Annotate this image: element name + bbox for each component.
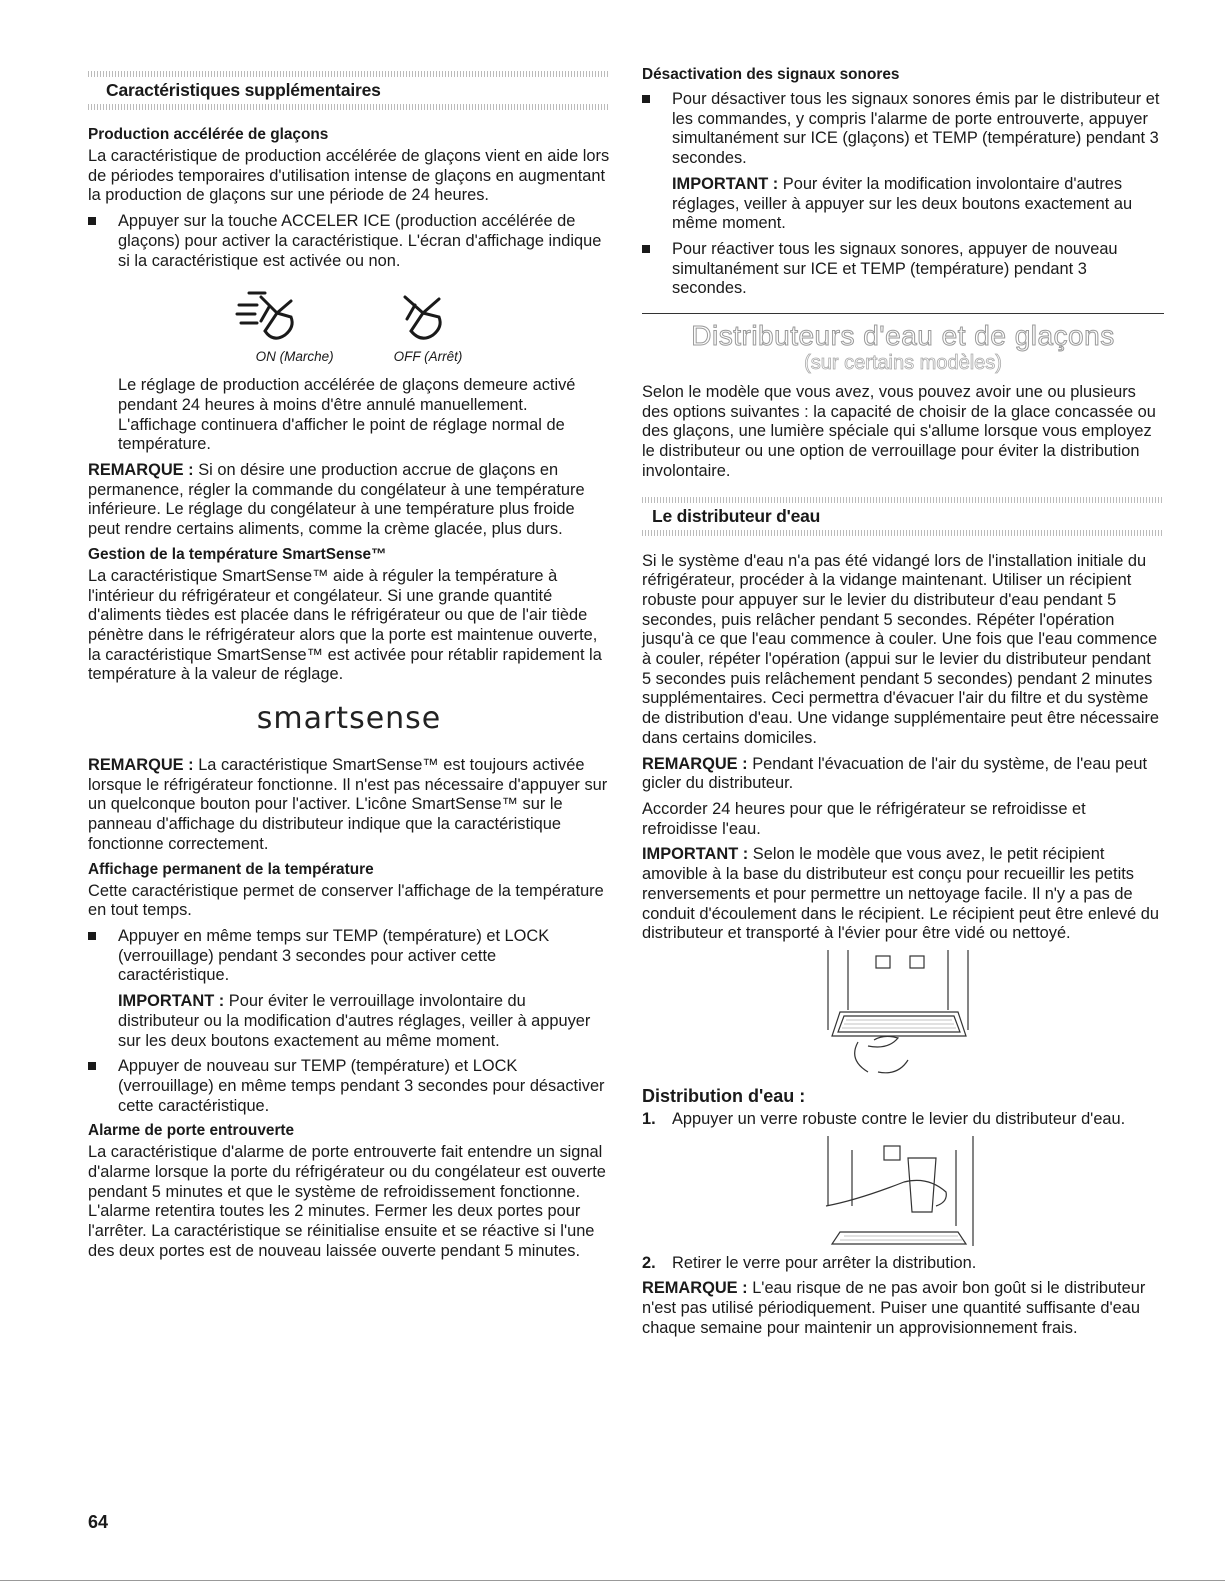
water-remark-2 (642, 1279, 1164, 1338)
water-important (642, 845, 1164, 944)
temp-display-intro: Cette caractéristique permet de conserver l'affichage de la température en tout temps. (88, 881, 604, 920)
bullet-text: Appuyer sur la touche ACCELER ICE (production accélérée de glaçons) pour activer la caractéristique. L'écran d'affichage indique si la caractéristique est activée ou non. (118, 212, 602, 270)
remark-label: REMARQUE : (88, 756, 194, 775)
dispensers-intro: Selon le modèle que vous avez, vous pouvez avoir une ou plusieurs des options suivantes : la capacité de choisir de la glace concassée ou des glaçons, une lumière spéciale qui s'allume lorsque vous employez le distributeur ou une option de verrouillage pour éviter la distribution involontaire. (642, 383, 1156, 480)
fast-ice-intro: La caractéristique de production accélérée de glaçons vient en aide lors de périodes temporaires d'utilisation intense de glaçons en augmentant la production de glaçons sur une période de 24 heures. (88, 147, 610, 205)
list-item (642, 90, 1164, 169)
fast-ice-list (88, 212, 610, 271)
section-title: Le distributeur d'eau (652, 505, 821, 526)
smartsense-heading: Gestion de la température SmartSense™ (88, 545, 387, 563)
distribution-steps (642, 1110, 1164, 1130)
square-bullet-icon (88, 932, 96, 940)
door-alarm-body: La caractéristique d'alarme de porte entrouverte fait entendre un signal d'alarme lorsque la porte du réfrigérateur ou du congélateur est ouverte pendant 5 minutes et que le système de refroidissement fonctionne. L'alarme retentira toutes les 2 minutes. Fermer les deux portes pour l'arrêter. La caractéristique se réinitialise ensuite et se réactive si l'une des deux portes est de nouveau laissée ouverte pendant 5 minutes. (88, 1143, 606, 1260)
important-text: Pour éviter le verrouillage involontaire du distributeur ou la modification d'autres réglages, veiller à appuyer sur les deux boutons exactement au même moment. (118, 992, 591, 1050)
important-label: IMPORTANT : (672, 174, 779, 193)
sounds-list (642, 90, 1164, 169)
sounds-list-2 (642, 240, 1164, 299)
hatch-rule-bottom (642, 530, 1164, 536)
list-item (88, 212, 610, 271)
water-body: Si le système d'eau n'a pas été vidangé lors de l'installation initiale du réfrigérateur, procéder à la vidange maintenant. Utiliser un récipient robuste pour appuyer sur le levier du distributeur d'eau pendant 5 secondes, puis relâcher pendant 5 secondes. Répéter l'opération jusqu'à ce que l'eau commence à couler. Une fois que l'eau commence à couler, répéter l'opération (appui sur le levier du distributeur pendant 5 secondes puis relâchement pendant 5 secondes) pendant 2 minutes supplémentaires. Ceci permettra d'évacuer l'air du filtre et du système de distribution d'eau. Une vidange supplémentaire peut être nécessaire dans certains domiciles. (642, 551, 1160, 747)
step-number: 2. (642, 1253, 656, 1272)
page-bottom-rule (0, 1580, 1225, 1581)
sounds-important (642, 175, 1164, 234)
distribution-steps-2 (642, 1254, 1164, 1274)
fast-ice-after: Le réglage de production accélérée de glaçons demeure activé pendant 24 heures à moins d'être annulé manuellement. L'affichage continuera d'afficher le point de réglage normal de température. (118, 376, 576, 454)
smartsense-remark (88, 756, 610, 855)
list-item (642, 240, 1164, 299)
square-bullet-icon (642, 245, 650, 253)
list-item (642, 1254, 1164, 1274)
remark-text: Si on désire une production accrue de glaçons en permanence, régler la commande du congélateur à une température inférieure. Le réglage du congélateur à une température plus froide peut rendre certains aliments, comme la crème glacée, plus durs. (88, 461, 585, 539)
glass-illustration (642, 1136, 1164, 1248)
smartsense-logo (88, 701, 610, 736)
square-bullet-icon (88, 217, 96, 225)
fast-ice-icons (88, 287, 610, 347)
sounds-heading: Désactivation des signaux sonores (642, 66, 900, 83)
bullet-text: Pour désactiver tous les signaux sonores émis par le distributeur et les commandes, y compris l'alarme de porte entrouverte, appuyer simultanément sur ICE (glaçons) et TEMP (température) pendant 3 secondes. (672, 90, 1160, 168)
section-divider (642, 313, 1164, 314)
bullet-text: Appuyer de nouveau sur TEMP (température) et LOCK (verrouillage) en même temps pendant 3 secondes pour désactiver cette caractéristique. (118, 1057, 605, 1115)
fast-ice-off-icon (393, 287, 463, 347)
temp-display-important (88, 992, 610, 1051)
remark-label: REMARQUE : (642, 754, 748, 773)
left-column (88, 62, 610, 1262)
remark-text: L'eau risque de ne pas avoir bon goût si le distributeur n'est pas utilisé périodiquement. Puiser une quantité suffisante d'eau chaque semaine pour maintenir un approvisionnement frais. (642, 1279, 1146, 1337)
square-bullet-icon (642, 95, 650, 103)
step-number: 1. (642, 1109, 656, 1128)
smartsense-body: La caractéristique SmartSense™ aide à réguler la température à l'intérieur du réfrigérateur et congélateur. Si une grande quantité d'aliments tièdes est placée dans le réfrigérateur ou que de l'air tiède pénètre dans le réfrigérateur alors que la porte est maintenue ouverte, la caractéristique SmartSense™ est activée pour rétablir rapidement la température à la valeur de réglage. (88, 566, 602, 684)
fast-ice-remark (88, 461, 610, 540)
caption-on: ON (Marche) (255, 349, 334, 365)
remark-label: REMARQUE : (88, 461, 194, 480)
section-header-additional-features (88, 62, 610, 118)
bullet-text: Appuyer en même temps sur TEMP (température) et LOCK (verrouillage) pendant 3 secondes pour activer cette caractéristique. (118, 926, 550, 985)
section-title: Caractéristiques supplémentaires (106, 80, 381, 100)
step-text: Appuyer un verre robuste contre le levier du distributeur d'eau. (672, 1109, 1126, 1128)
drip-tray-illustration (642, 950, 1164, 1078)
temp-display-list-2 (88, 1057, 610, 1116)
temp-display-list (88, 927, 610, 986)
fast-ice-on-icon (235, 287, 305, 347)
fast-ice-heading: Production accélérée de glaçons (88, 126, 329, 143)
dispensers-title: Distributeurs d'eau et de glaçons (691, 320, 1115, 352)
page-number: 64 (88, 1512, 109, 1532)
important-text: Selon le modèle que vous avez, le petit récipient amovible à la base du distributeur est conçu pour recueillir les petits renversements et pour permettre un nettoyage facile. Il n'y a pas de conduit d'écoulement dans le récipient. Le récipient peut être enlevé du distributeur et transporté à l'évier pour être vidé ou nettoyé. (642, 845, 1160, 943)
important-text: Pour éviter la modification involontaire d'autres réglages, veiller à appuyer sur les deux boutons exactement au même moment. (672, 174, 1133, 233)
water-allow: Accorder 24 heures pour que le réfrigérateur se refroidisse et refroidisse l'eau. (642, 799, 1086, 838)
door-alarm-heading: Alarme de porte entrouverte (88, 1122, 295, 1140)
temp-display-heading: Affichage permanent de la température (88, 860, 374, 878)
list-item (88, 1057, 610, 1116)
caption-off: OFF (Arrêt) (393, 349, 463, 365)
square-bullet-icon (88, 1062, 96, 1070)
distribution-heading: Distribution d'eau : (642, 1085, 806, 1106)
step-text: Retirer le verre pour arrêter la distribution. (672, 1253, 977, 1272)
icon-captions (108, 349, 610, 364)
remark-text: La caractéristique SmartSense™ est toujours activée lorsque le réfrigérateur fonctionne. Il n'est pas nécessaire d'appuyer sur un quelconque bouton pour l'activer. L'icône SmartSense™ sur le panneau d'affichage du distributeur indique que la caractéristique fonctionne correctement. (88, 756, 608, 853)
list-item (642, 1110, 1164, 1130)
remark-text: Pendant l'évacuation de l'air du système, de l'eau peut gicler du distributeur. (642, 754, 1148, 793)
remark-label: REMARQUE : (642, 1279, 748, 1298)
list-item (88, 927, 610, 986)
bullet-text: Pour réactiver tous les signaux sonores, appuyer de nouveau simultanément sur ICE et TEMP (température) pendant 3 secondes. (672, 239, 1118, 298)
glass-at-dispenser-icon (818, 1136, 988, 1248)
dispensers-subtitle: (sur certains modèles) (804, 352, 1002, 375)
water-remark (642, 755, 1164, 794)
hatch-rule-bottom (88, 104, 610, 110)
right-column (642, 66, 1164, 1338)
drip-tray-icon (818, 950, 988, 1078)
section-header-water-dispenser (642, 488, 1164, 544)
important-label: IMPORTANT : (642, 845, 749, 864)
smartsense-logo-text: smartsense (256, 701, 442, 737)
important-label: IMPORTANT : (118, 992, 225, 1011)
